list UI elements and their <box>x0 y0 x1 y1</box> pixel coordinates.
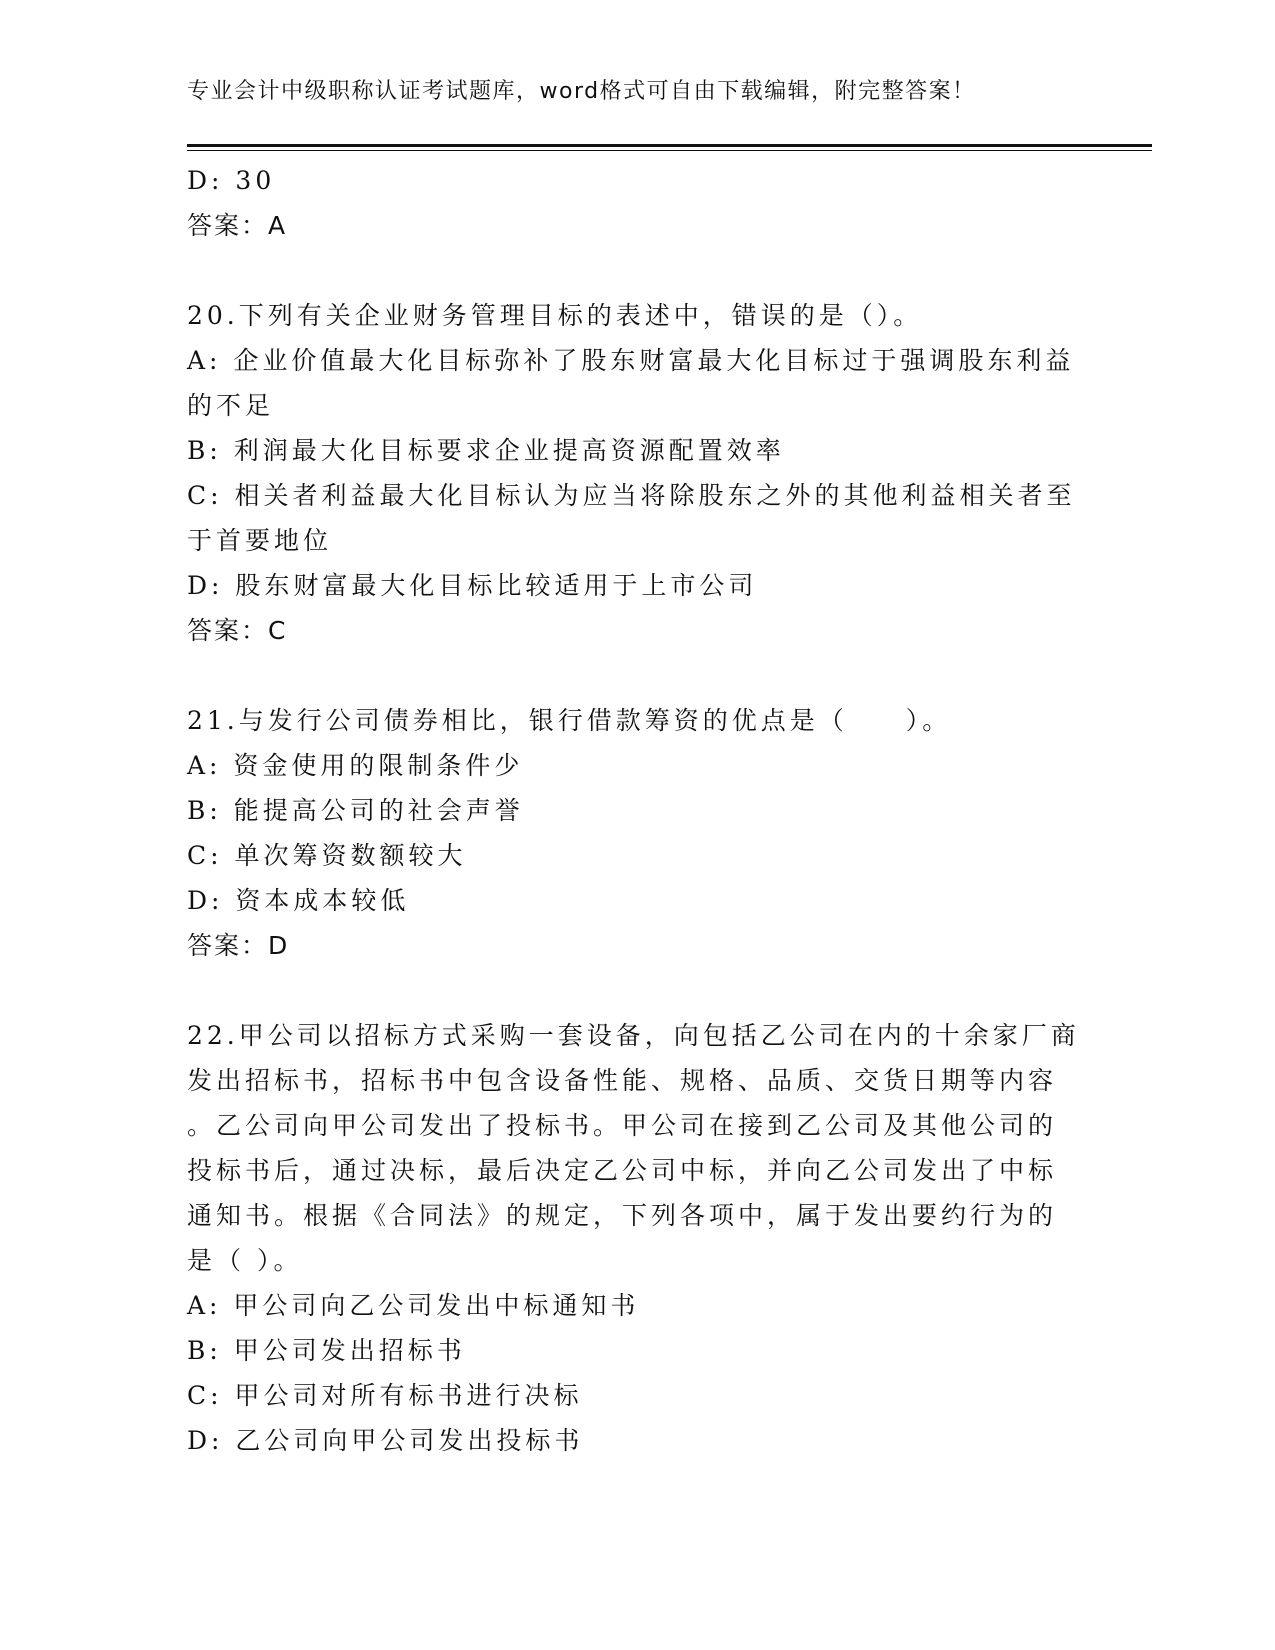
option-line: D: 乙公司向甲公司发出投标书 <box>187 1426 584 1455</box>
page-content <box>187 158 1087 1463</box>
option-line: B: 利润最大化目标要求企业提高资源配置效率 <box>187 436 785 465</box>
question-stem: 21.与发行公司债券相比，银行借款筹资的优点是（ ）。 <box>187 706 952 735</box>
question-answer: 答案：D <box>187 931 290 960</box>
prev-question-answer: 答案：A <box>187 211 288 240</box>
option-line: B: 甲公司发出招标书 <box>187 1336 466 1365</box>
spacer <box>187 653 1087 698</box>
question-stem: 发出招标书，招标书中包含设备性能、规格、品质、交货日期等内容 <box>187 1066 1058 1095</box>
prev-question-option-d: D: 30 <box>187 166 276 195</box>
question-stem: 投标书后，通过决标，最后决定乙公司中标，并向乙公司发出了中标 <box>187 1156 1058 1185</box>
question-stem: 是（ ）。 <box>187 1246 303 1275</box>
spacer <box>187 968 1087 1013</box>
option-line: A: 甲公司向乙公司发出中标通知书 <box>187 1291 640 1320</box>
spacer <box>187 248 1087 293</box>
header-rule-thick <box>187 144 1152 147</box>
option-line: A: 企业价值最大化目标弥补了股东财富最大化目标过于强调股东利益 <box>187 346 1075 375</box>
question-20 <box>187 293 1087 653</box>
question-answer: 答案：C <box>187 616 288 645</box>
option-line: C: 相关者利益最大化目标认为应当将除股东之外的其他利益相关者至 <box>187 481 1076 510</box>
option-line: D: 股东财富最大化目标比较适用于上市公司 <box>187 571 758 600</box>
option-line: 的不足 <box>187 391 275 420</box>
question-stem: 22.甲公司以招标方式采购一套设备，向包括乙公司在内的十余家厂商 <box>187 1021 1080 1050</box>
question-22 <box>187 1013 1087 1463</box>
question-stem: 。乙公司向甲公司发出了投标书。甲公司在接到乙公司及其他公司的 <box>187 1111 1058 1140</box>
question-21 <box>187 698 1087 968</box>
page-header: 专业会计中级职称认证考试题库，word格式可自由下载编辑，附完整答案！ <box>187 79 976 104</box>
option-line: 于首要地位 <box>187 526 333 555</box>
option-line: B: 能提高公司的社会声誉 <box>187 796 524 825</box>
question-stem: 20.下列有关企业财务管理目标的表述中，错误的是（）。 <box>187 301 923 330</box>
option-line: C: 甲公司对所有标书进行决标 <box>187 1381 583 1410</box>
header-rule-thin <box>187 150 1152 151</box>
option-line: A: 资金使用的限制条件少 <box>187 751 524 780</box>
option-line: D: 资本成本较低 <box>187 886 410 915</box>
question-stem: 通知书。根据《合同法》的规定，下列各项中，属于发出要约行为的 <box>187 1201 1058 1230</box>
option-line: C: 单次筹资数额较大 <box>187 841 467 870</box>
